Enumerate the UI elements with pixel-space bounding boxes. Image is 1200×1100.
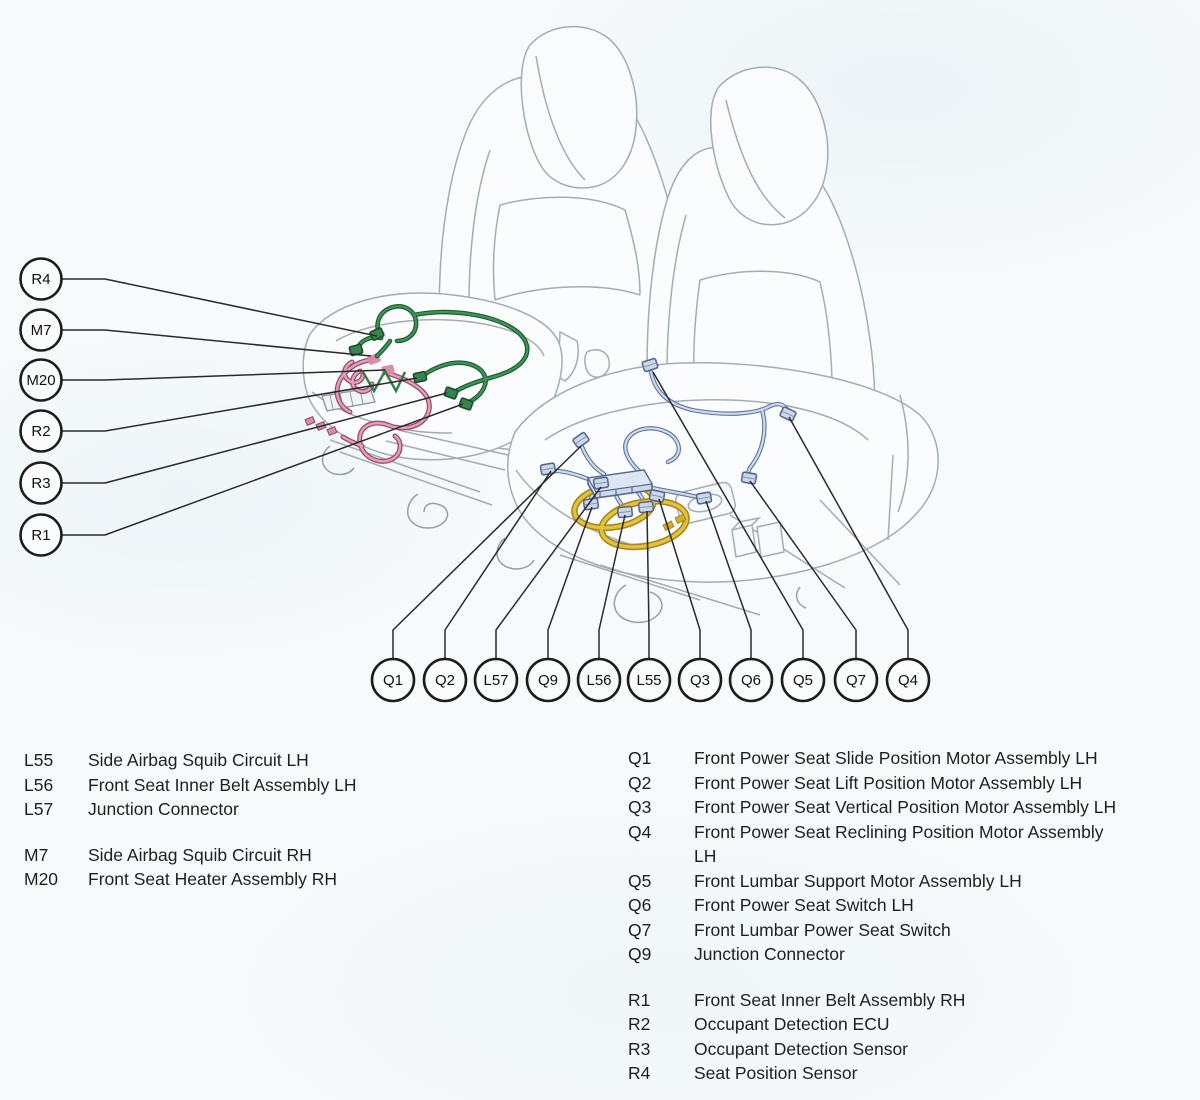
legend-code: L57 [24, 799, 54, 819]
legend-description: Front Power Seat Lift Position Motor Assembly LH [694, 772, 1083, 793]
legend-code: Q3 [628, 797, 652, 817]
svg-text:Q4: Q4 [897, 672, 919, 689]
legend-code: Q4 [628, 821, 652, 842]
svg-text:Q3: Q3 [689, 672, 711, 689]
legend-code: L56 [24, 774, 54, 795]
squib-lh-connector-icon [639, 501, 654, 512]
legend-row [24, 748, 584, 773]
legend-code: R3 [628, 1038, 651, 1059]
seat-switch-connector-icon [696, 492, 712, 504]
callout-R2 [21, 411, 62, 452]
legend-description: Front Seat Heater Assembly RH [88, 869, 337, 889]
legend-code: Q6 [628, 895, 652, 915]
callout-Q4 [887, 659, 929, 701]
svg-text:Q6: Q6 [740, 672, 762, 689]
callout-Q3 [679, 659, 721, 701]
callout-Q2 [424, 659, 466, 701]
legend-description: Occupant Detection ECU [694, 1014, 890, 1034]
callout-Q1 [372, 659, 414, 701]
legend-row [628, 746, 1188, 771]
legend-row [628, 820, 1188, 845]
callout-R1 [21, 515, 62, 556]
svg-text:L55: L55 [636, 672, 662, 689]
legend-group [24, 843, 584, 892]
legend-group [628, 988, 1188, 1086]
legend-row [24, 843, 584, 868]
legend-description: Front Power Seat Vertical Position Motor Assembly LH [694, 797, 1117, 817]
legend-code: M20 [24, 869, 59, 889]
svg-text:Q7: Q7 [845, 672, 867, 689]
green-connector-icon [413, 371, 427, 382]
legend-description: Junction Connector [694, 944, 845, 964]
legend-description: Front Lumbar Power Seat Switch [694, 919, 951, 940]
legend-description: Junction Connector [88, 799, 239, 819]
legend-row [628, 844, 1188, 869]
svg-text:R3: R3 [31, 475, 51, 492]
svg-text:Q9: Q9 [537, 672, 559, 689]
svg-text:L57: L57 [483, 672, 509, 689]
legend-row [628, 918, 1188, 943]
svg-text:R1: R1 [31, 527, 51, 544]
lumbar-switch-connector-icon [741, 472, 757, 484]
legend-description: Front Power Seat Slide Position Motor Assembly LH [694, 748, 1098, 768]
legend-code: R4 [628, 1063, 651, 1083]
legend-code: Q9 [628, 944, 652, 964]
callout-Q7 [835, 659, 877, 701]
legend-row [628, 942, 1188, 967]
legend-description: Front Lumbar Support Motor Assembly LH [694, 870, 1022, 891]
legend-row [628, 893, 1188, 918]
legend-row [24, 797, 584, 822]
legend-right-column [628, 746, 1188, 1100]
legend-description: Side Airbag Squib Circuit RH [88, 844, 312, 865]
legend-description: Front Seat Inner Belt Assembly LH [88, 774, 357, 795]
svg-text:R4: R4 [31, 271, 51, 288]
legend-code: L55 [24, 750, 54, 770]
legend-row [24, 867, 584, 892]
svg-text:R2: R2 [31, 423, 51, 440]
svg-text:L56: L56 [586, 672, 612, 689]
legend-description: Front Seat Inner Belt Assembly RH [694, 989, 966, 1010]
svg-text:M20: M20 [26, 372, 56, 389]
callout-R3 [21, 463, 62, 504]
legend-left-column [24, 748, 584, 913]
legend-description: Side Airbag Squib Circuit LH [88, 750, 309, 770]
legend-code: Q7 [628, 919, 652, 940]
legend-code: Q1 [628, 748, 652, 768]
legend-row [628, 771, 1188, 796]
legend-code: Q5 [628, 870, 652, 891]
legend-row [628, 1037, 1188, 1062]
callout-L55 [628, 659, 670, 701]
svg-text:Q5: Q5 [792, 672, 814, 689]
callout-R4 [21, 259, 62, 300]
callout-L57 [475, 659, 517, 701]
legend-row [628, 988, 1188, 1013]
legend-code: M7 [24, 844, 49, 865]
legend-code: R2 [628, 1014, 651, 1034]
legend-group [24, 748, 584, 822]
svg-text:Q2: Q2 [434, 672, 456, 689]
callout-Q9 [527, 659, 569, 701]
svg-text:Q1: Q1 [382, 672, 404, 689]
legend-row [628, 1061, 1188, 1086]
legend-description: Seat Position Sensor [694, 1063, 858, 1083]
legend-row [628, 869, 1188, 894]
callout-M7 [21, 310, 62, 351]
svg-text:M7: M7 [30, 322, 52, 339]
legend-description: LH [694, 846, 717, 866]
legend-description: Occupant Detection Sensor [694, 1038, 909, 1059]
legend-row [24, 773, 584, 798]
callout-Q6 [730, 659, 772, 701]
legend-group [628, 746, 1188, 967]
callout-L56 [578, 659, 620, 701]
legend-description: Front Power Seat Reclining Position Motor Assembly [694, 821, 1104, 842]
callout-Q5 [782, 659, 824, 701]
vertical-motor-connector-icon [649, 490, 665, 503]
legend-code: Q2 [628, 772, 652, 793]
legend-description: Front Power Seat Switch LH [694, 895, 914, 915]
legend-row [628, 1012, 1188, 1037]
legend-row [628, 795, 1188, 820]
legend-code: R1 [628, 989, 651, 1010]
callout-M20 [21, 360, 62, 401]
